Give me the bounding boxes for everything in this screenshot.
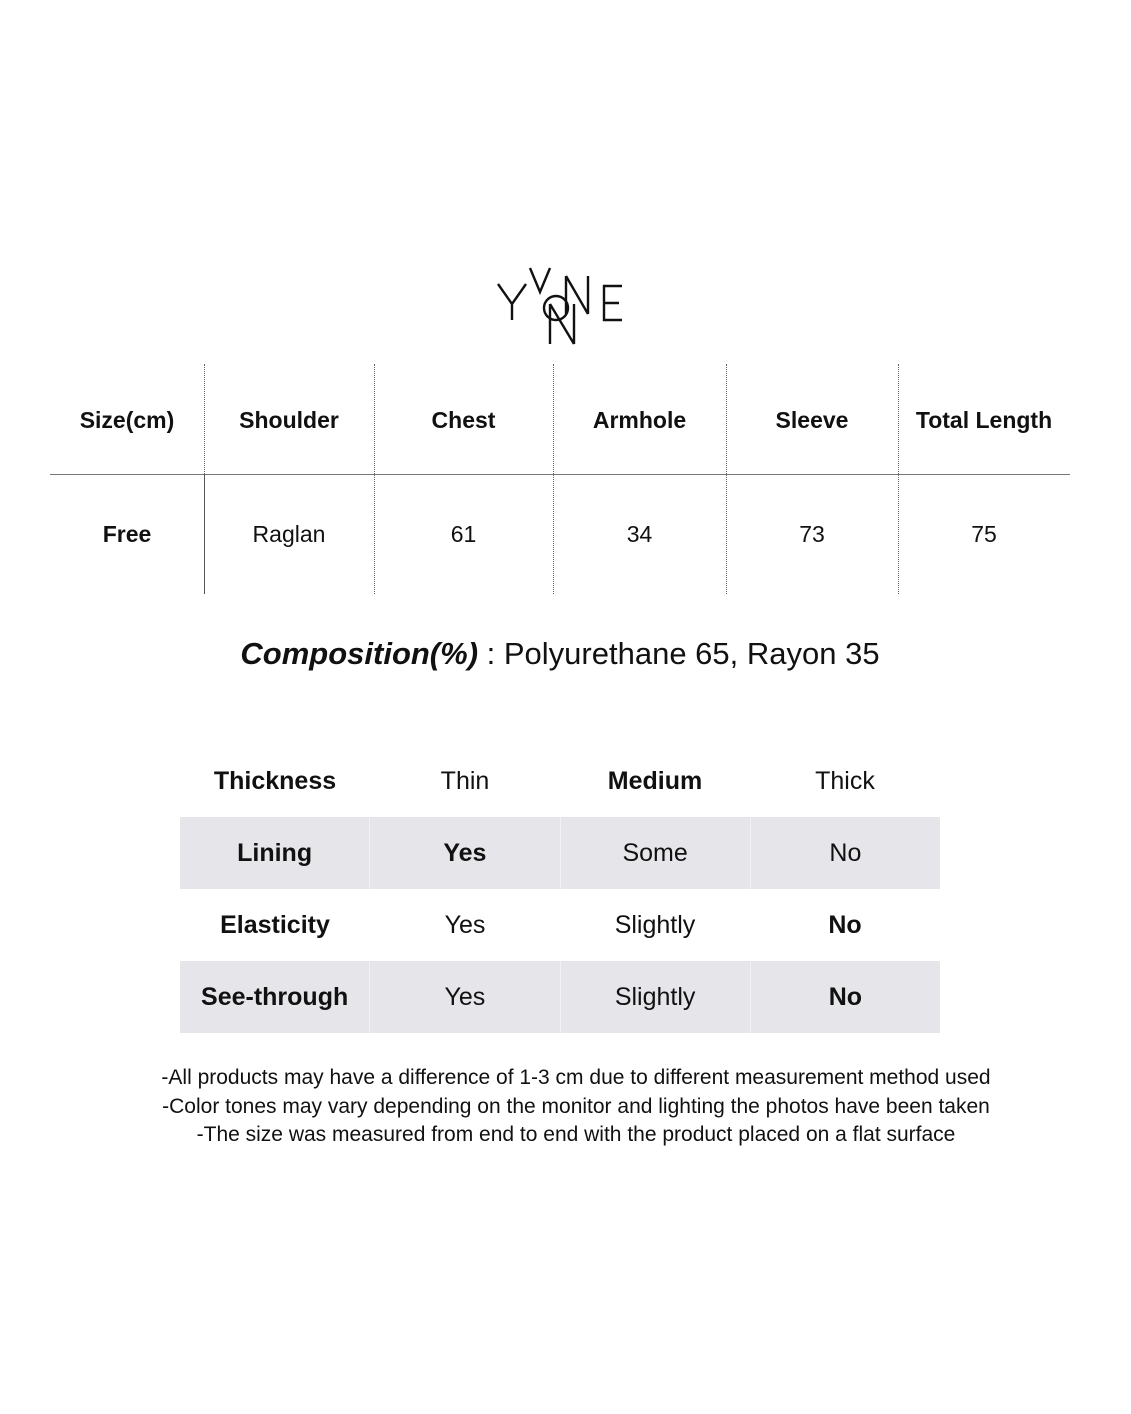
property-row-lining — [180, 817, 940, 889]
property-option-selected: No — [750, 961, 940, 1033]
property-option: Yes — [369, 961, 559, 1033]
chest-value: 61 — [450, 520, 477, 547]
brand-logo — [490, 262, 630, 352]
column-divider — [204, 474, 205, 594]
property-option: Thin — [440, 766, 490, 795]
size-table — [50, 364, 1070, 594]
notes — [0, 1064, 1131, 1150]
total-length-header: Total Length — [915, 406, 1053, 433]
sleeve-value: 73 — [799, 520, 825, 547]
composition — [0, 636, 1120, 672]
property-name: Elasticity — [220, 910, 330, 939]
total-length-value: 75 — [971, 520, 997, 547]
property-name: See-through — [201, 982, 349, 1011]
property-name: Lining — [237, 838, 313, 867]
property-option: Yes — [444, 910, 486, 939]
property-option-selected: No — [828, 910, 862, 939]
composition-label: Composition(%) — [240, 636, 479, 671]
size-header: Size(cm) — [79, 406, 175, 433]
composition-separator: : — [478, 636, 504, 671]
armhole-value: 34 — [626, 520, 653, 547]
property-option: Thick — [815, 766, 875, 795]
note-line: -All products may have a difference of 1-3 cm due to different measurement method used — [161, 1066, 991, 1089]
column-divider — [374, 364, 375, 594]
column-divider — [726, 364, 727, 594]
fabric-properties-table — [180, 745, 940, 1033]
size-value: Free — [102, 520, 152, 547]
column-divider — [898, 364, 899, 594]
property-row-elasticity — [180, 889, 940, 961]
note-line: -The size was measured from end to end with the product placed on a flat surface — [196, 1123, 956, 1146]
armhole-header: Armhole — [592, 406, 687, 433]
chest-header: Chest — [431, 406, 496, 433]
header-divider — [50, 474, 1070, 475]
property-option: No — [750, 817, 940, 889]
property-row-see-through — [180, 961, 940, 1033]
composition-value: Polyurethane 65, Rayon 35 — [503, 636, 880, 671]
shoulder-value: Raglan — [252, 520, 326, 547]
property-name: Thickness — [213, 766, 337, 795]
property-option: Slightly — [614, 910, 696, 939]
property-option: Slightly — [560, 961, 750, 1033]
sleeve-header: Sleeve — [775, 406, 849, 433]
shoulder-header: Shoulder — [239, 406, 339, 433]
note-line: -Color tones may vary depending on the monitor and lighting the photos have been taken — [162, 1094, 990, 1118]
property-option: Some — [560, 817, 750, 889]
column-divider — [553, 364, 554, 594]
property-row-thickness — [180, 745, 940, 817]
property-option-selected: Yes — [369, 817, 559, 889]
property-option-selected: Medium — [607, 766, 703, 795]
